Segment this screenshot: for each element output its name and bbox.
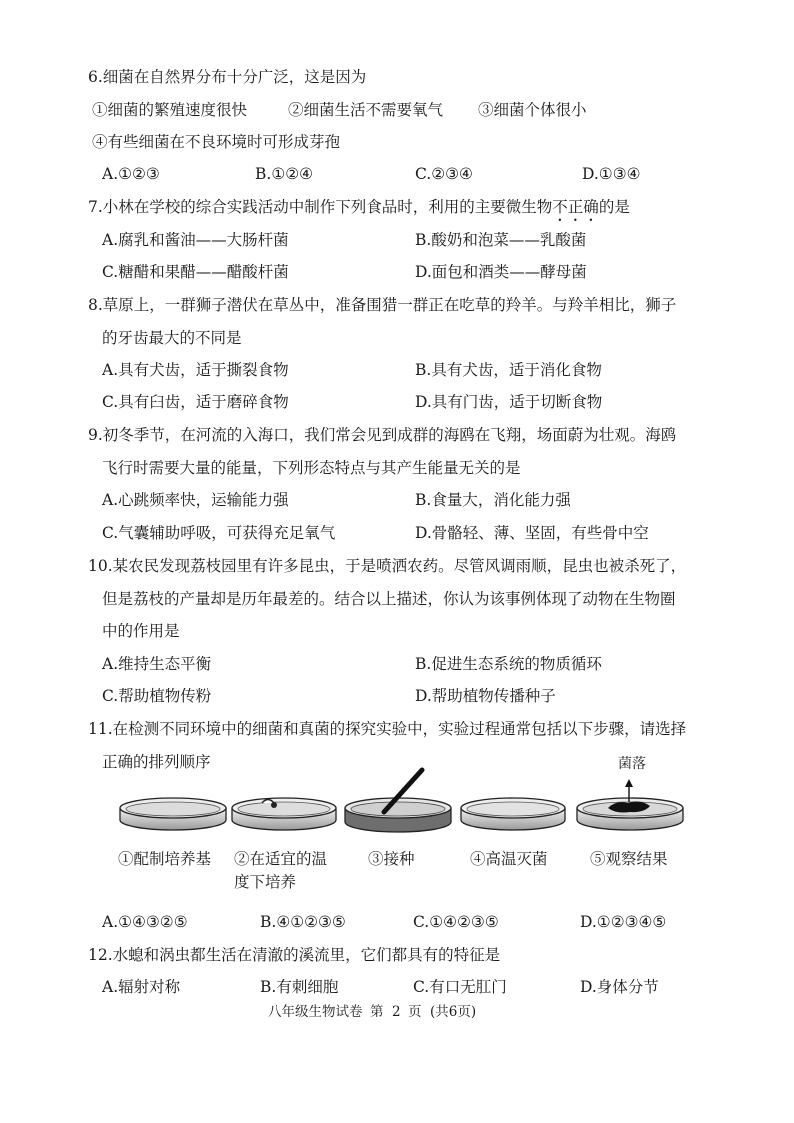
q6-option-c: C.②③④ (415, 165, 473, 183)
q11-option-a: A.①④③②⑤ (102, 913, 188, 931)
q12-option-c: C.有口无肛门 (413, 978, 507, 996)
q6-stem: 6.细菌在自然界分布十分广泛，这是因为 (88, 68, 367, 86)
q6-option-a: A.①②③ (102, 165, 160, 183)
step-2-caption-line-2: 度下培养 (234, 873, 297, 891)
q11-stem-line-1: 11.在检测不同环境中的细菌和真菌的探究实验中，实验过程通常包括以下步骤，请选择 (88, 720, 687, 738)
page-number: 2 (392, 1004, 401, 1020)
q10-option-c: C.帮助植物传粉 (102, 687, 212, 705)
q10-stem-line-3: 中的作用是 (102, 622, 180, 640)
q10-option-a: A.维持生态平衡 (102, 655, 212, 673)
q12-option-b: B.有刺细胞 (260, 978, 339, 996)
step-2-caption-line-1: ②在适宜的温 (234, 850, 328, 868)
dish-4-icon (461, 798, 565, 830)
q8-option-b: B.具有犬齿，适于消化食物 (415, 361, 602, 379)
colony-label: 菌落 (618, 756, 646, 772)
q7-option-b: B.酸奶和泡菜——乳酸菌 (415, 231, 587, 249)
q8-stem-line-1: 8.草原上，一群狮子潜伏在草丛中，准备围猎一群正在吃草的羚羊。与羚羊相比，狮子 (88, 296, 677, 314)
dish-5-icon (577, 779, 683, 830)
dish-2-icon (232, 798, 336, 830)
q7-stem-post: 的是 (598, 198, 630, 216)
q7-stem-emphasis: 不正确 (552, 198, 599, 216)
q9-option-a: A.心跳频率快，运输能力强 (102, 491, 289, 509)
q7-option-d: D.面包和酒类——酵母菌 (415, 263, 587, 281)
page-total: (共6页) (430, 1004, 477, 1020)
q6-fact-1: ①细菌的繁殖速度很快 (92, 101, 248, 119)
q7-stem-pre: 7.小林在学校的综合实践活动中制作下列食品时，利用的主要微生物 (88, 198, 553, 216)
q12-option-a: A.辐射对称 (102, 978, 181, 996)
step-3-caption: ③接种 (368, 850, 415, 868)
q6-fact-3: ③细菌个体很小 (478, 101, 587, 119)
step-5-caption: ⑤观察结果 (590, 850, 668, 868)
q7-option-c: C.糖醋和果醋——醋酸杆菌 (102, 263, 289, 281)
q6-fact-2: ②细菌生活不需要氧气 (288, 101, 444, 119)
q10-stem-line-1: 10.某农民发现荔枝园里有许多昆虫，于是喷洒农药。尽管风调雨顺，昆虫也被杀死了， (88, 557, 687, 575)
q9-option-b: B.食量大，消化能力强 (415, 491, 571, 509)
dish-1-icon (120, 798, 226, 830)
dish-3-icon (345, 770, 451, 832)
q11-option-c: C.①④②③⑤ (413, 913, 499, 931)
step-1-caption: ①配制培养基 (118, 850, 212, 868)
page-label-post: 页 (408, 1004, 422, 1020)
q12-stem: 12.水螅和涡虫都生活在清澈的溪流里，它们都具有的特征是 (88, 946, 501, 964)
q11-option-b: B.④①②③⑤ (260, 913, 346, 931)
q8-option-c: C.具有臼齿，适于磨碎食物 (102, 393, 289, 411)
q9-stem-line-2: 飞行时需要大量的能量，下列形态特点与其产生能量无关的是 (102, 459, 521, 477)
q11-stem-line-2: 正确的排列顺序 (102, 753, 211, 771)
step-4-caption: ④高温灭菌 (470, 850, 548, 868)
q6-option-b: B.①②④ (255, 165, 314, 183)
page-label-pre: 第 (370, 1004, 384, 1020)
q9-option-d: D.骨骼轻、薄、坚固，有些骨中空 (415, 524, 649, 542)
q6-fact-4: ④有些细菌在不良环境时可形成芽孢 (92, 133, 341, 151)
q7-option-a: A.腐乳和酱油——大肠杆菌 (102, 231, 289, 249)
q9-option-c: C.气囊辅助呼吸，可获得充足氧气 (102, 524, 336, 542)
exam-title: 八年级生物试卷 (268, 1004, 363, 1020)
q6-option-d: D.①③④ (582, 165, 641, 183)
q8-option-a: A.具有犬齿，适于撕裂食物 (102, 361, 289, 379)
q10-option-b: B.促进生态系统的物质循环 (415, 655, 602, 673)
q10-stem-line-2: 但是荔枝的产量却是历年最差的。结合以上描述，你认为该事例体现了动物在生物圈 (102, 590, 676, 608)
q11-option-d: D.①②③④⑤ (580, 913, 667, 931)
q12-option-d: D.身体分节 (580, 978, 659, 996)
q8-option-d: D.具有门齿，适于切断食物 (415, 393, 603, 411)
q9-stem-line-1: 9.初冬季节，在河流的入海口，我们常会见到成群的海鸥在飞翔，场面蔚为壮观。海鸥 (88, 426, 677, 444)
q10-option-d: D.帮助植物传播种子 (415, 687, 556, 705)
q8-stem-line-2: 的牙齿最大的不同是 (102, 329, 242, 347)
